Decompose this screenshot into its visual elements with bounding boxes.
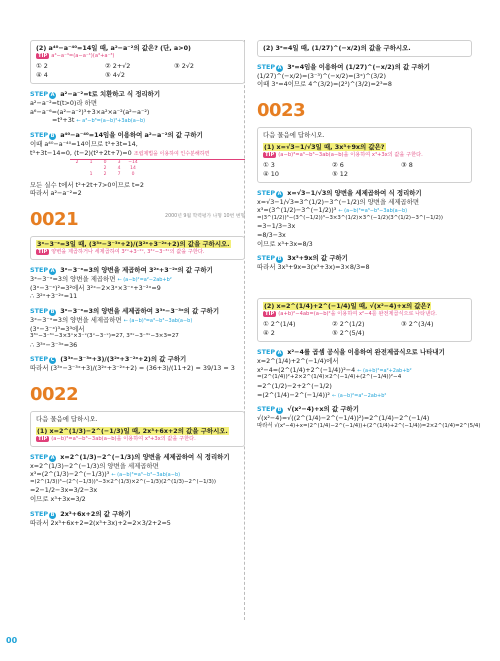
choices [36,62,239,80]
solution-text: t³+3t−14=0, (t−2)(t²+2t+7)=0 [30,148,132,157]
solution-line: 따라서 (3³ˣ−3⁻³ˣ+3)/(3²ˣ+3⁻²ˣ+2) = (36+3)/(11+2) = 39/13 = 3 [30,364,235,373]
step-badge-word: STEP [30,509,49,518]
table-cell [70,172,84,178]
step-badge-word: STEP [30,130,49,139]
table-cell: 0 [103,160,107,166]
solution-line: x=2^(1/4)+2^(−1/4)에서 [257,356,339,365]
tip [36,249,239,256]
solution-line: (1/27)^(−x/2)=(3⁻³)^(−x/2)=(3ˣ)^(3/2) [257,71,386,80]
solution-line: =2−1/2−3x=3/2−3x [30,486,98,495]
problem-header-0021 [30,208,245,232]
step-letter: B [277,407,282,414]
step-b [30,510,245,528]
tip-text: (a+b)²−4ab=(a−b)²을 이용하여 x²−4를 완전제곱식으로 나타낸다. [278,310,437,317]
solution-line: (3ˣ−3⁻ˣ)³=3³에서 [30,324,85,333]
choice: ② 6 [332,160,344,169]
step-title-text: a²−a⁻²=t로 치환하고 식 정리하기 [60,89,161,98]
solution-line: =3−1/3−3x [257,222,296,231]
problem-box-top-left [30,40,245,84]
solution-line: 따라서 3x³+9x=3(x³+3x)=3×8/3=8 [257,263,370,272]
step-badge [257,189,283,197]
choice: ④ 4 [36,71,48,80]
problem-statement: 3ˣ−3⁻ˣ=3일 때, (3³ˣ−3⁻³ˣ+2)/(3²ˣ+3⁻²ˣ+2)의 값을 구하시오. [37,240,230,249]
step-title-text: 2x³+6x+2의 값 구하기 [60,509,131,518]
side-note: ← (a+b)²=a²+2ab+b² [357,367,412,374]
solution-line: ∴ 3³ˣ−3⁻³ˣ=36 [30,340,78,349]
problem-number: 0023 [257,99,306,121]
step-b [257,254,472,272]
problem-text [263,302,466,311]
step-a [257,63,472,89]
choice: ① 3 [263,160,275,169]
right-column [257,40,481,430]
side-note: ← (a−b)²=a²−2ab+b² [117,276,172,283]
tip [263,152,466,159]
solution-text: x³=(2^(1/3)−2^(−1/3))³ [30,470,110,479]
step-a [257,189,472,249]
side-note: ← (a−b)³=a³−b³−3ab(a−b) [111,472,181,479]
step-title-text: (3³ˣ−3⁻³ˣ+3)/(3²ˣ+3⁻²ˣ+2)의 값 구하기 [60,355,187,364]
solution-line: a²−a⁻²=t(t>0)라 하면 [30,98,98,107]
solution-line: 이므로 x³+3x=3/2 [30,494,86,503]
step-title [257,348,472,357]
solution-line: =2^(1/2)−2+2^(−1/2) [257,381,332,390]
table-cell: 1 [89,172,93,178]
solution-line: 이때 a⁴⁰−a⁻⁴⁰=14이므로 t³+3t=14, [30,139,138,148]
page-number: 00 [6,636,18,646]
step-title [257,405,472,414]
table-cell: 2 [103,172,107,178]
solution-line [30,108,245,117]
solution-line: =(3^(1/2))³−(3^(−1/2))³−3×3^(1/2)×3^(−1/2)(3^(1/2)−3^(−1/2)) [257,215,443,222]
step-title [30,266,245,275]
step-badge [30,131,56,139]
choices [263,320,466,338]
problem-text: (2) 3ˣ=4일 때, (1/27)^(−x/2)의 값을 구하시오. [263,44,411,52]
step-title-text: 3ˣ−3⁻ˣ=3의 양변을 제곱하여 3²ˣ+3⁻²ˣ의 값 구하기 [60,265,213,274]
solution-line: ∴ 3²ˣ+3⁻²ˣ=11 [30,292,78,301]
solution-line: 모든 실수 t에서 t²+2t+7>0이므로 t=2 [30,180,144,189]
step-badge-word: STEP [30,452,49,461]
step-title-text: x=2^(1/3)−2^(−1/3)의 양변을 세제곱하여 식 정리하기 [60,452,230,461]
solution-line: =(2^(1/4))²+2×2^(1/4)×2^(−1/4)+(2^(−1/4))²−4 [257,374,402,381]
tip-tag: TIP [38,435,48,442]
solution-text: x³=(3^(1/2)−3^(−1/2))³ [257,206,337,215]
tip-text: (a−b)³=a³−b³−3ab(a−b)을 이용하여 x³+3x의 값을 구한다. [51,435,196,442]
step-badge [30,266,56,274]
step-letter: B [50,511,55,518]
step-letter: B [50,132,55,139]
step-letter: A [277,349,282,356]
step-badge-word: STEP [257,347,276,356]
choice: ④ 10 [263,170,279,179]
choice: ③ 8 [401,160,413,169]
solution-line: 이므로 x³+3x=8/3 [257,239,313,248]
table-cell: −14 [128,160,138,166]
solution-line: =(2^(1/3))³−(2^(−1/3))³−3×2^(1/3)×2^(−1/3)(2^(1/3)−2^(−1/3)) [30,479,216,486]
solution-line [257,206,472,215]
solution-line [30,116,245,125]
solution-line: (3ˣ−3⁻ˣ)²=3²에서 3²ˣ−2×3ˣ×3⁻ˣ+3⁻²ˣ=9 [30,283,161,292]
tip-text: (a−b)³=a³−b³−3ab(a−b)을 이용하여 x³+3x의 값을 구한다. [278,151,423,158]
side-note: ← (a−b)³=a³−b³−3ab(a−b) [338,208,408,215]
problem-text [36,427,239,436]
tip-text: a⁴−a⁻⁴=(a−a⁻¹)(a³+a⁻³) [51,52,115,59]
tip [263,311,466,318]
step-title [30,510,245,519]
solution-line: 따라서 a²−a⁻²=2 [30,189,82,198]
step-badge [257,405,283,413]
step-badge-word: STEP [30,306,49,315]
problem-source: 2000년 9월 학력평가 나형 10번 변형 [165,213,245,219]
step-badge-word: STEP [30,89,49,98]
table-cell: 2 [75,160,79,166]
step-title [257,63,472,72]
tip-tag: TIP [38,52,48,59]
step-badge-word: STEP [257,62,276,71]
step-a [30,90,245,125]
step-letter: A [277,64,282,71]
solution-text: x²−4=(2^(1/4)+2^(−1/4))²−4 [257,365,356,374]
solution-line [30,316,245,325]
step-title [30,453,245,462]
step-letter: A [50,454,55,461]
solution-line: =8/3−3x [257,231,286,240]
step-letter: A [50,267,55,274]
choice: ⑤ 2^(5/4) [332,329,365,338]
table-cell: 0 [131,172,135,178]
problem-box-0022 [30,411,245,446]
choices [263,161,466,179]
step-title-text: a⁴⁰−a⁻⁴⁰=14임을 이용하여 a²−a⁻²의 값 구하기 [60,130,203,139]
solution-line: 따라서 2x³+6x+2=2(x³+3x)+2=2×3/2+2=5 [30,518,171,527]
solution-text: 3ˣ−3⁻ˣ=3의 양변을 세제곱하면 [30,315,122,324]
table-cell: 14 [130,166,136,172]
choice: ⑤ 12 [332,170,348,179]
step-title [257,189,472,198]
solution-line [30,149,245,158]
solution-text: 3ˣ−3⁻ˣ=3의 양변을 제곱하면 [30,274,116,283]
table-cell: 2 [103,166,107,172]
step-title-text: x²−4를 곱셈 공식을 이용하여 완전제곱식으로 나타내기 [287,347,445,356]
problem-statement: (1) x=√3−1/√3일 때, 3x³+9x의 값은? [264,142,385,151]
step-title-text: x=√3−1/√3의 양변을 세제곱하여 식 정리하기 [287,188,422,197]
step-title [30,90,245,99]
step-title-text: 3x³+9x의 값 구하기 [287,254,348,263]
solution-text: =(2^(1/4)−2^(−1/4))² [257,390,330,399]
step-badge-word: STEP [30,355,49,364]
problem-box-top-right [257,40,472,57]
problem-text: (2) a⁴⁰−a⁻⁴⁰=14일 때, a²−a⁻²의 값은? (단, a>0) [36,44,191,52]
step-letter: B [50,308,55,315]
step-a [257,348,472,399]
step-c [30,355,245,373]
solution-line [30,470,245,479]
choice: ③ 2√2 [174,61,194,70]
step-b [30,307,245,350]
problem-box-0021 [30,236,245,260]
problem-number: 0021 [30,208,79,230]
table-cell: 7 [117,172,121,178]
choice: ③ 2^(3/4) [401,319,434,328]
step-badge [30,355,56,363]
step-badge [257,63,283,71]
tip [36,53,239,60]
choice: ② 2+√2 [105,61,131,70]
step-b [30,131,245,198]
problem-statement: (2) x=2^(1/4)+2^(−1/4)일 때, √(x²−4)+x의 값은? [264,302,431,311]
choice: ① 2 [36,61,48,70]
step-title [30,307,245,316]
step-a [30,453,245,504]
step-badge-word: STEP [257,188,276,197]
step-title [30,131,245,140]
solution-line: 이때 3ˣ=4이므로 4^(3/2)=(2²)^(3/2)=2³=8 [257,80,392,89]
solution-line [257,391,472,400]
step-title-text: 3ˣ−3⁻ˣ=3의 양변을 세제곱하여 3³ˣ−3⁻³ˣ의 값 구하기 [60,306,219,315]
problem-box-0023 [257,127,472,183]
choice: ② 2^(1/2) [332,319,365,328]
step-letter: B [277,256,282,263]
problem-text [263,143,466,152]
solution-text: a⁶−a⁻⁶=(a²−a⁻²)³+3×a²×a⁻²(a²−a⁻²) [30,107,150,116]
step-title-text: √(x²−4)+x의 값 구하기 [287,405,359,414]
left-column [30,40,245,527]
tip-tag: TIP [38,248,48,255]
step-badge-word: STEP [257,254,276,263]
choice: ⑤ 4√2 [105,71,125,80]
problem-box-0023-2 [257,298,472,342]
solution-line: 3³ˣ−3⁻³ˣ−3×3ˣ×3⁻ˣ(3ˣ−3⁻ˣ)=27, 3³ˣ−3⁻³ˣ−3×3=27 [30,333,179,340]
solution-text: =t³+3t [52,116,75,125]
solution-line: √(x²−4)=√((2^(1/4)−2^(−1/4))²)=2^(1/4)−2^(−1/4) [257,414,430,423]
choice: ④ 2 [263,329,275,338]
tip-tag: TIP [265,151,275,158]
solution-line: 따라서 √(x²−4)+x=(2^(1/4)−2^(−1/4))+(2^(1/4)+2^(−1/4))=2×2^(1/4)=2^(5/4) [257,422,481,429]
step-badge [30,90,56,98]
tip [36,436,239,443]
step-badge [257,348,283,356]
solution-line [30,275,245,284]
step-letter: C [50,357,55,364]
problem-intro: 다음 물음에 답하시오. [36,415,98,424]
solution-line: x=2^(1/3)−2^(−1/3)의 양변을 세제곱하면 [30,461,159,470]
step-title-text: 3ˣ=4임을 이용하여 (1/27)^(−x/2)의 값 구하기 [287,62,430,71]
step-badge [257,254,283,262]
problem-statement: (1) x=2^(1/3)−2^(−1/3)일 때, 2x³+6x+2의 값을 구하시오. [37,426,228,435]
tip-text: 양변을 제곱하거나 세제곱하여 3²ˣ+3⁻²ˣ, 3³ˣ−3⁻³ˣ의 값을 구한다. [51,248,205,255]
problem-number: 0022 [30,384,79,406]
step-badge-word: STEP [30,265,49,274]
step-badge [30,307,56,315]
problem-intro: 다음 물음에 답하시오. [263,131,325,140]
step-b [257,405,481,430]
table-cell: 3 [117,160,121,166]
step-letter: A [50,91,55,98]
table-cell: 4 [117,166,121,172]
choice: ① 2^(1/4) [263,319,296,328]
step-badge [30,510,56,518]
step-badge [30,453,56,461]
side-note: ← (a−b)³=a³−b³−3ab(a−b) [123,317,193,324]
side-note: 조립제법을 이용하여 인수분해하면 [133,150,210,157]
synthetic-division-table [70,159,245,178]
step-letter: A [277,190,282,197]
tip-tag: TIP [265,310,275,317]
step-badge-word: STEP [257,405,276,414]
solution-line: x=√3−1/√3=3^(1/2)−3^(−1/2)의 양변을 세제곱하면 [257,197,420,206]
step-a [30,266,245,301]
side-note: ← (a−b)²=a²−2ab+b² [332,392,387,399]
side-note: ← a³−b³=(a−b)³+3ab(a−b) [76,118,146,125]
table-cell: 1 [89,160,93,166]
problem-text [36,240,239,249]
